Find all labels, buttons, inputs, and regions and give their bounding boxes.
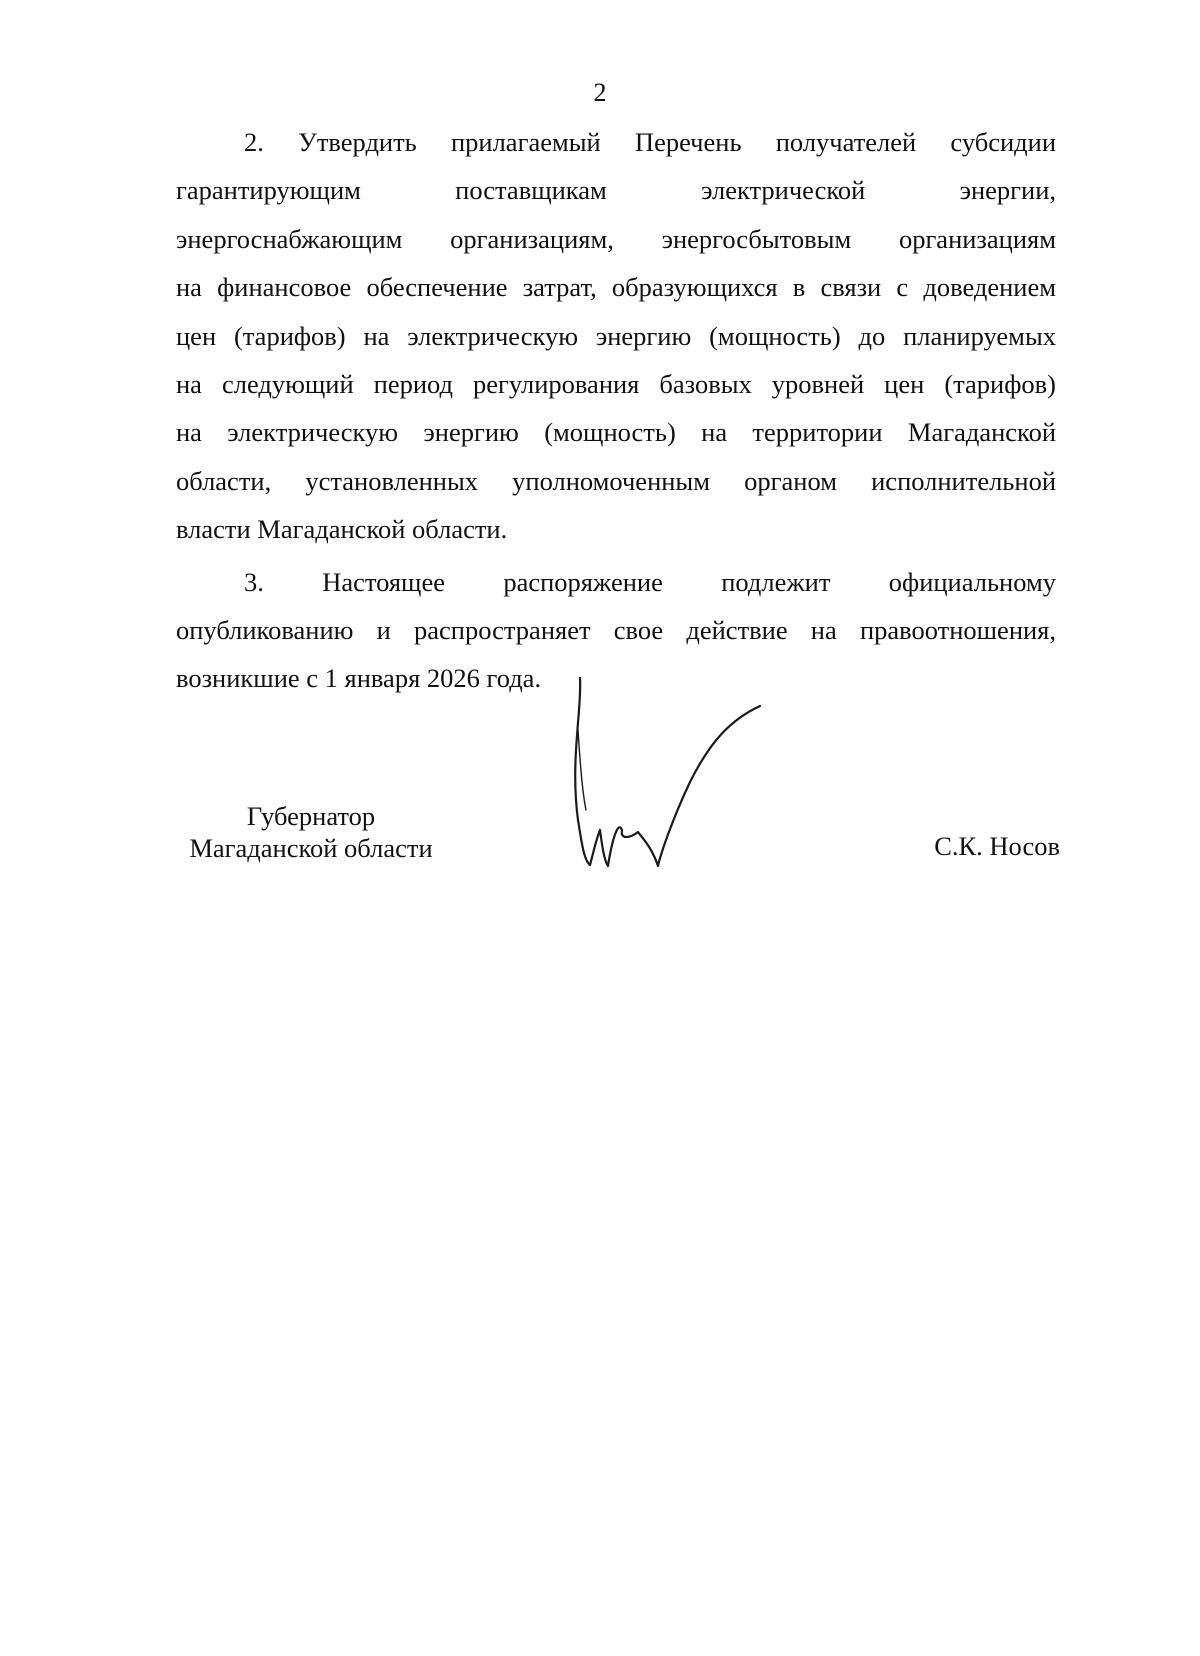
- paragraph-line: цен (тарифов) на электрическую энергию (мощность) до планируемых: [176, 320, 1056, 351]
- paragraph-line: власти Магаданской области.: [176, 514, 508, 545]
- paragraph-line: возникшие с 1 января 2026 года.: [176, 663, 542, 694]
- signatory-position-line2: Магаданской области: [189, 833, 433, 863]
- signatory-position-line1: Губернатор: [246, 801, 376, 831]
- paragraph-line: на финансовое обеспечение затрат, образующихся в связи с доведением: [176, 272, 1056, 303]
- paragraph-line: на электрическую энергию (мощность) на территории Магаданской: [176, 417, 1056, 448]
- paragraph-line: на следующий период регулирования базовых уровней цен (тарифов): [176, 369, 1056, 400]
- signatory-name: С.К. Носов: [934, 831, 1060, 861]
- paragraph-line: 3. Настоящее распоряжение подлежит официальному: [244, 566, 1056, 597]
- paragraph-2: [176, 118, 1056, 554]
- paragraph-line: гарантирующим поставщикам электрической энергии,: [176, 175, 1056, 206]
- paragraph-line: энергоснабжающим организациям, энергосбытовым организациям: [176, 223, 1056, 254]
- document-body: [176, 118, 1056, 703]
- paragraph-line: области, установленных уполномоченным органом исполнительной: [176, 465, 1056, 496]
- paragraph-line: 2. Утвердить прилагаемый Перечень получателей субсидии: [244, 127, 1056, 157]
- paragraph-line: опубликованию и распространяет свое действие на правоотношения,: [176, 615, 1056, 646]
- handwritten-signature: [560, 670, 810, 920]
- page-number: 2: [593, 78, 607, 107]
- signatory-position: [176, 800, 446, 864]
